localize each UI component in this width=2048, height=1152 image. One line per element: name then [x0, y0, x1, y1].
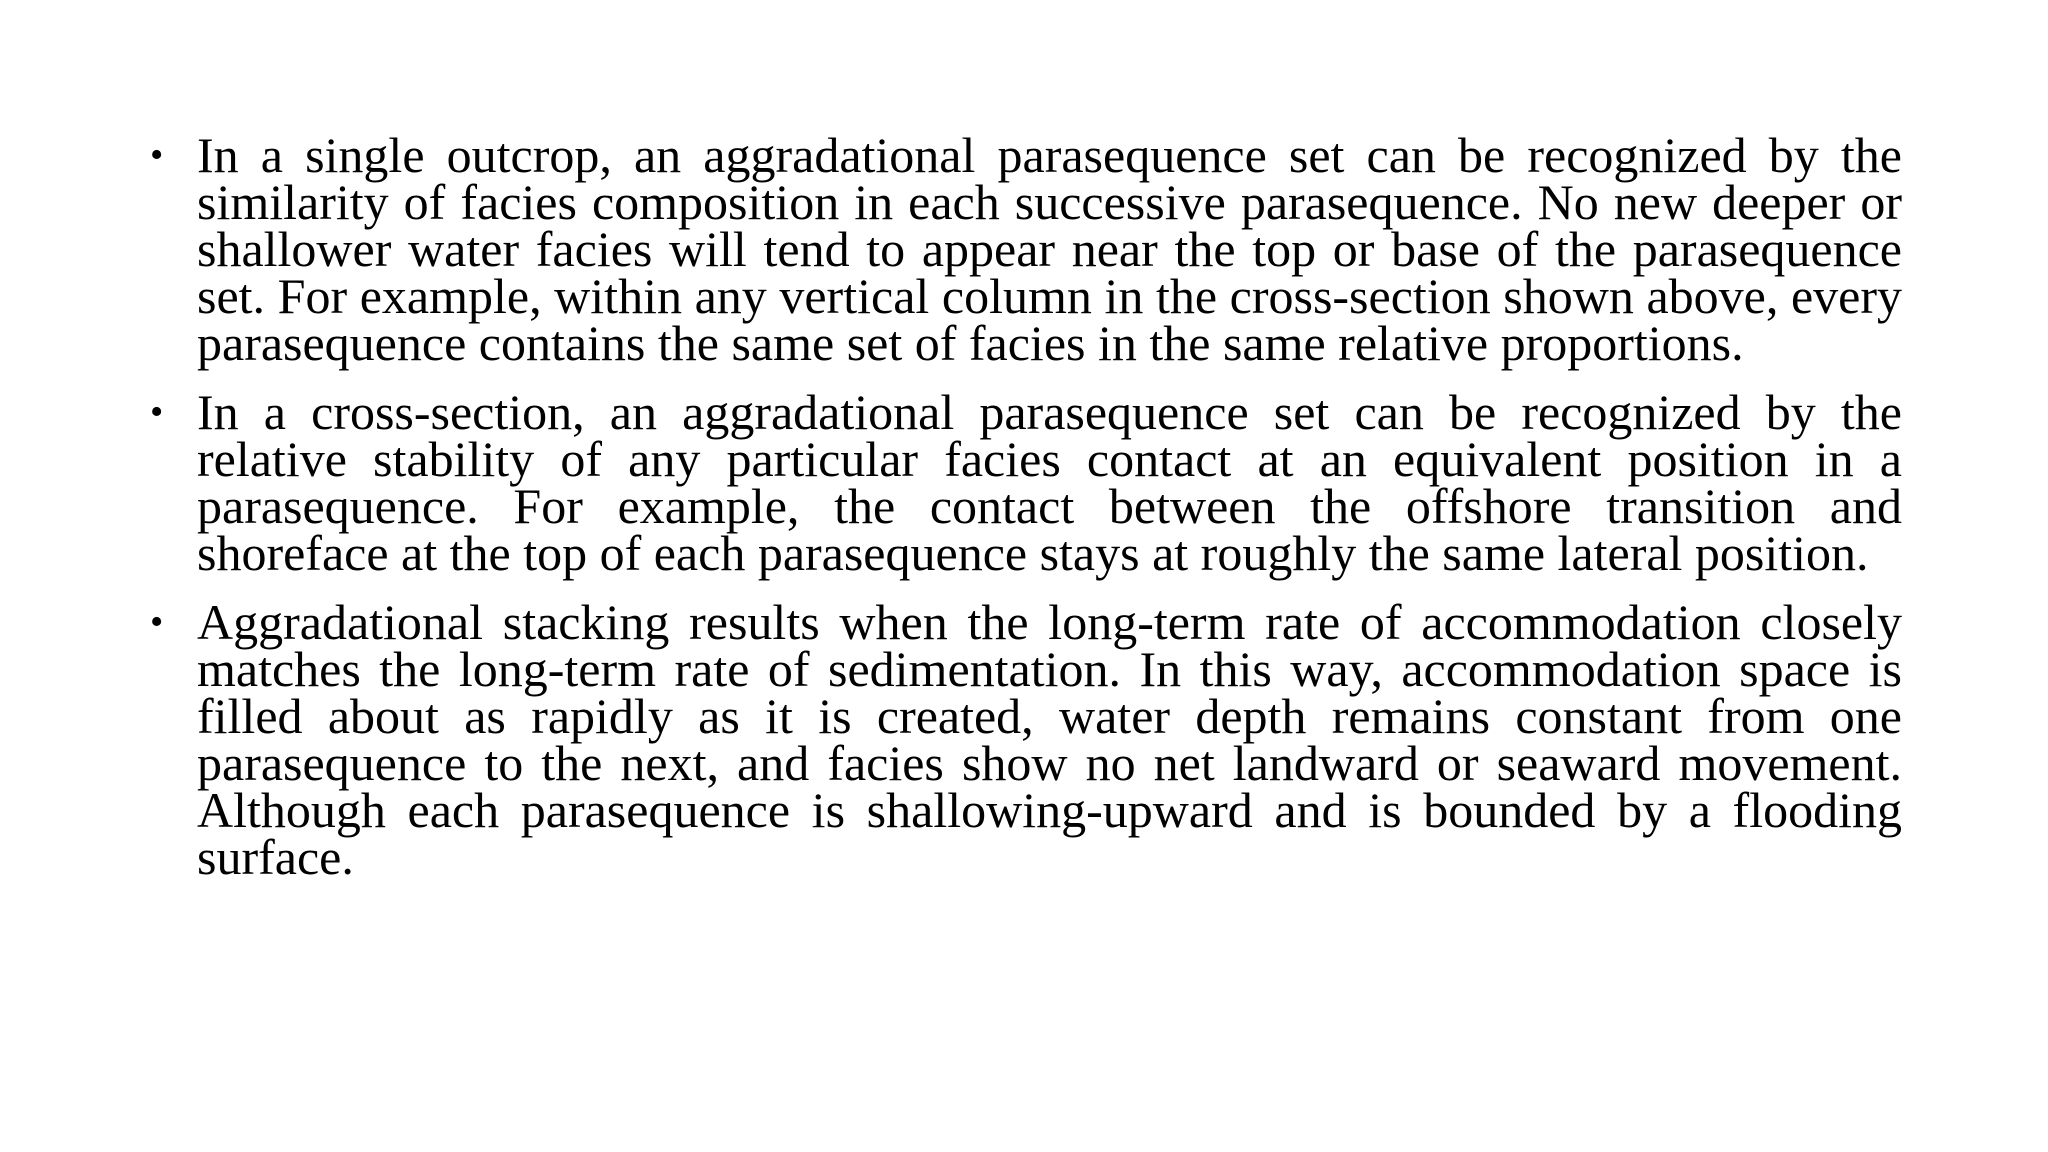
bullet-list	[150, 127, 1902, 903]
bullet-icon: •	[150, 601, 164, 643]
bullet-text: In a cross-section, an aggradational parasequence set can be recognized by the relative stability of any particular facies contact at an equivalent position in a parasequence. For example, the contact between the offshore transition and shoreface at the top of each parasequence stays at roughly the same lateral position.	[197, 384, 1902, 581]
bullet-item-outcrop	[150, 127, 1902, 371]
bullet-item-cross-section	[150, 384, 1902, 581]
bullet-text: In a single outcrop, an aggradational parasequence set can be recognized by the similarity of facies composition in each successive parasequence. No new deeper or shallower water facies will tend to appear near the top or base of the parasequence set. For example, within any vertical column in the cross-section shown above, every parasequence contains the same set of facies in the same relative proportions.	[197, 127, 1902, 371]
bullet-item-aggradational-stacking	[150, 594, 1902, 885]
bullet-text: Aggradational stacking results when the long-term rate of accommodation closely matches the long-term rate of sedimentation. In this way, accommodation space is filled about as rapidly as it is created, water depth remains constant from one parasequence to the next, and facies show no net landward or seaward movement. Although each parasequence is shallowing-upward and is bounded by a flooding surface.	[197, 594, 1902, 885]
bullet-icon: •	[150, 134, 164, 176]
bullet-icon: •	[150, 391, 164, 433]
